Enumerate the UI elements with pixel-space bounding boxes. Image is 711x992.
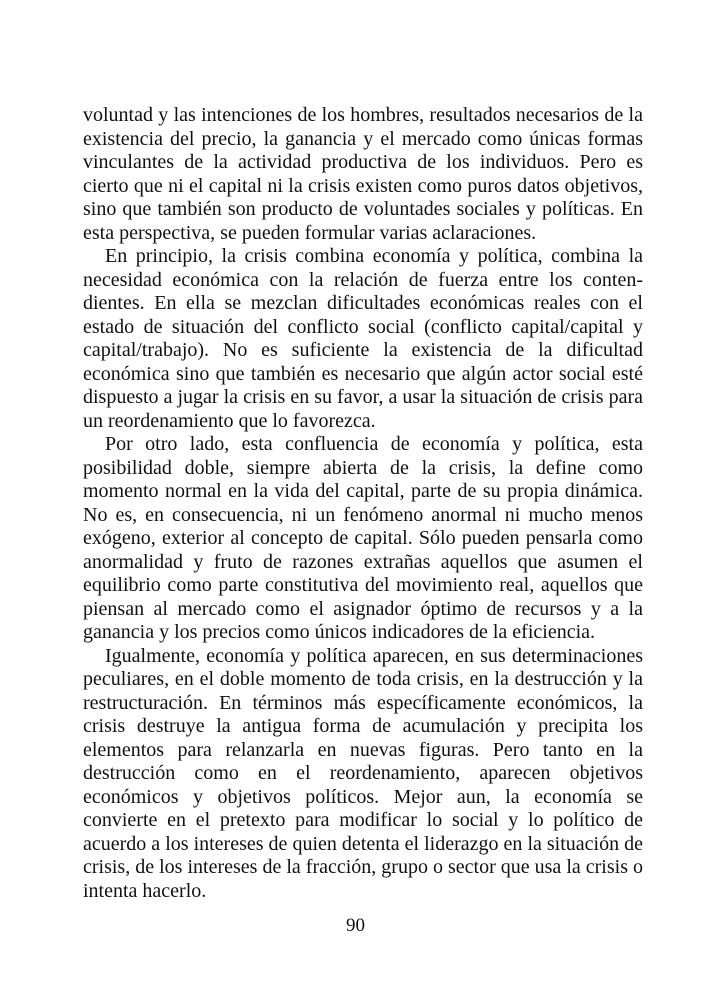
- paragraph-4: Igualmente, economía y política aparecen, en sus determinaciones peculiares, en el doble momento de toda crisis, en la destrucción y la restructuración. En términos más específicamente económicos, la crisis destruye la antigua forma de acumulación y precipita los elementos para relanzarla en nuevas figuras. Pero tanto en la destrucción como en el reordenamiento, aparecen objetivos económicos y objetivos políticos. Mejor aun, la economía se convierte en el pretexto para modificar lo social y lo político de acuerdo a los intereses de quien detenta el liderazgo en la situación de crisis, de los intereses de la fracción, grupo o sector que usa la crisis o intenta hacerlo.: [83, 644, 643, 902]
- body-text: [83, 104, 643, 903]
- paragraph-3: Por otro lado, esta confluencia de economía y política, esta posibilidad doble, siempre abierta de la crisis, la define como momento normal en la vida del capital, parte de su propia dinámica. No es, en consecuencia, ni un fenómeno anormal ni mucho menos exógeno, exterior al concepto de capital. Sólo pueden pensarla como anormalidad y fruto de razones extrañas aquellos que asumen el equilibrio como parte constitutiva del movimiento real, aquellos que piensan al mercado como el asignador óptimo de recursos y a la ganancia y los precios como únicos indicadores de la eficiencia.: [83, 433, 643, 643]
- paragraph-2: En principio, la crisis combina economía y política, combina la necesidad económica con la relación de fuerza entre los contendientes. En ella se mezclan dificultades económicas reales con el estado de situación del conflicto social (conflicto capital/capital y capital/trabajo). No es suficiente la existencia de la dificultad económica sino que también es necesario que algún actor social esté dispuesto a jugar la crisis en su favor, a usar la situación de crisis para un reordenamiento que lo favorezca.: [83, 245, 643, 432]
- page-number: 90: [346, 915, 365, 936]
- paragraph-1: voluntad y las intenciones de los hombres, resultados necesarios de la existencia del precio, la ganancia y el mercado como únicas formas vinculantes de la actividad productiva de los individuos. Pero es cierto que ni el capital ni la crisis existen como puros datos objetivos, sino que también son producto de voluntades sociales y políticas. En esta perspectiva, se pueden formular varias aclaraciones.: [83, 104, 643, 244]
